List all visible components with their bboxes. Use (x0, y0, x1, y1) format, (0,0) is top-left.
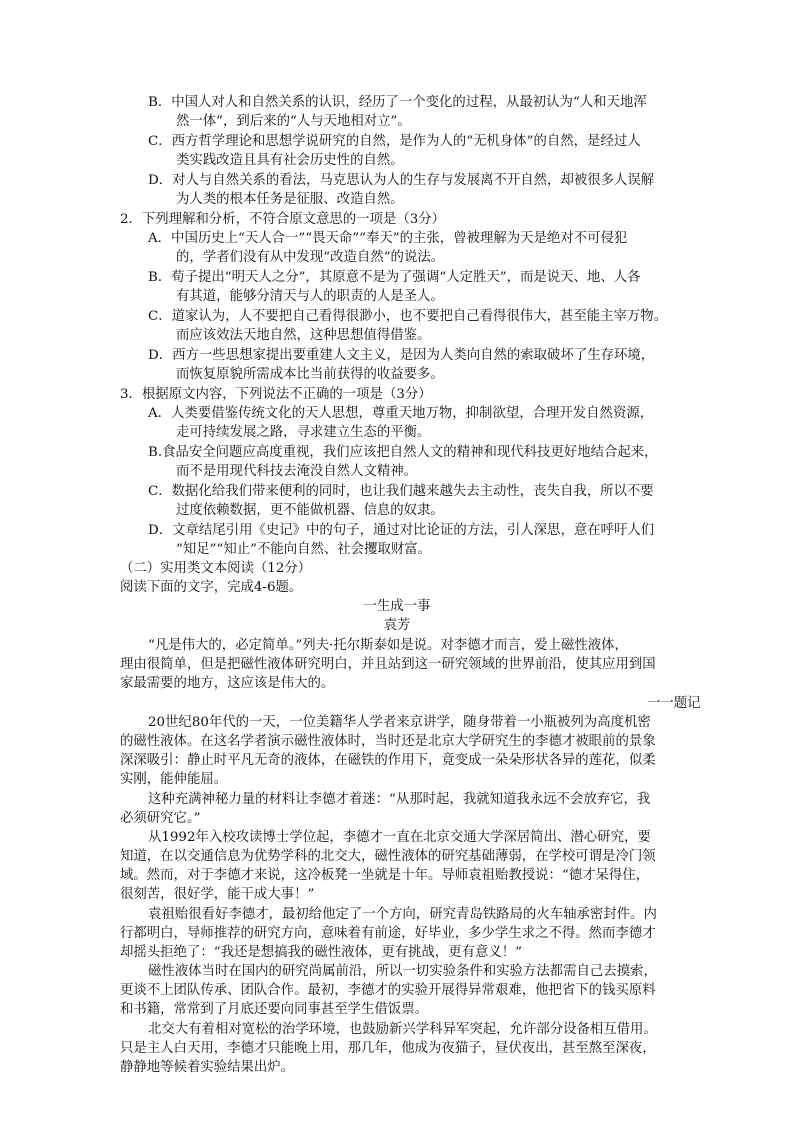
text-line: 3．根据原文内容，下列说法不正确的一项是（3分） (120, 387, 432, 402)
text-line: B．中国人对人和自然关系的认识，经历了一个变化的过程，从最初认为“人和天地浑 (148, 95, 647, 110)
text-line: 深深吸引：静止时平凡无奇的液体，在磁铁的作用下，竟变成一朵朵形状各异的莲花，似柔 (120, 753, 656, 768)
text-line: 和书籍，常常到了月底还要向同事甚至学生借饭票。 (120, 1002, 428, 1017)
text-line: B.食品安全问题应高度重视，我们应该把自然人文的精神和现代科技更好地结合起来， (148, 445, 658, 460)
text-line: C．数据化给我们带来便利的同时，也让我们越来越失去主动性，丧失自我，所以不要 (148, 484, 654, 499)
article-title: 一生成一事 (363, 599, 431, 614)
text-line: 20世纪80年代的一天，一位美籍华人学者来京讲学，随身带着一小瓶被列为高度机密 (148, 715, 651, 730)
article-author: 袁芳 (383, 618, 411, 633)
text-line: 必须研究它。” (120, 811, 201, 826)
text-line: 有其道，能够分清天与人的职责的人是圣人。 (176, 289, 444, 304)
text-line: C．西方哲学理论和思想学说研究的自然，是作为人的“无机身体”的自然，是经过人 (148, 134, 641, 149)
text-line: 家最需要的地方，这应该是伟大的。 (120, 676, 335, 691)
text-line: 为人类的根本任务是征服、改造自然。 (176, 192, 404, 207)
text-line: D．西方一些思想家提出要重建人文主义，是因为人类向自然的索取破坏了生存环境， (148, 348, 655, 363)
text-line: 北交大有着相对宽松的治学环境，也鼓励新兴学科异军突起，允许部分设备相互借用。 (148, 1022, 657, 1037)
text-line: 而恢复原貌所需成本比当前获得的收益要多。 (176, 367, 444, 382)
text-line: 磁性液体当时在国内的研究尚属前沿，所以一切实验条件和实验方法都需自己去摸索， (148, 964, 657, 979)
text-line: 实刚，能伸能屈。 (120, 772, 228, 787)
text-line: 2．下列理解和分析，不符合原文意思的一项是（3分） (120, 212, 446, 227)
text-line: 而不是用现代科技去淹没自然人文精神。 (176, 464, 418, 479)
text-line: 过度依赖数据，更不能做机器、信息的奴隶。 (176, 503, 444, 518)
text-line: 只是主人白天用，李德才只能晚上用，那几年，他成为夜猫子，昼伏夜出，甚至熬至深夜， (120, 1041, 656, 1056)
text-line: 走可持续发展之路，寻求建立生态的平衡。 (176, 425, 431, 440)
text-line: D．对人与自然关系的看法，马克思认为人的生存与发展离不开自然，却被很多人误解 (148, 173, 655, 188)
text-line: B．荀子提出“明天人之分”，其原意不是为了强调“人定胜天”，而是说天、地、人各 (148, 270, 641, 285)
text-line: “凡是伟大的，必定简单。”列夫·托尔斯泰如是说。对李德才而言，爱上磁性液体， (148, 638, 628, 653)
text-line: 而应该效法天地自然，这种思想值得借鉴。 (176, 328, 431, 343)
text-line: 行都明白，导师推荐的研究方向，意味着有前途，好毕业，多少学生求之不得。然而李德才 (120, 926, 656, 941)
text-line: 的磁性液体。在这名学者演示磁性液体时，当时还是北京大学研究生的李德才被眼前的景象 (120, 734, 656, 749)
text-line: A．人类要借鉴传统文化的天人思想，尊重天地万物，抑制欲望，合理开发自然资源， (148, 406, 654, 421)
text-line: 袁祖贻很看好李德才，最初给他定了一个方向，研究青岛铁路局的火车轴承密封件。内 (148, 907, 657, 922)
text-line: 静静地等候着实验结果出炉。 (120, 1060, 295, 1075)
text-line: 类实践改造且具有社会历史性的自然。 (176, 153, 404, 168)
text-line: C．道家认为，人不要把自己看得很渺小，也不要把自己看得很伟大，甚至能主宰万物。 (148, 309, 668, 324)
text-line: 更谈不上团队传承、团队合作。最初，李德才的实验开展得异常艰难，他把省下的钱买原料 (120, 983, 656, 998)
text-line: 域。然而，对于李德才来说，这冷板凳一坐就是十年。导师袁祖贻教授说：“德才呆得住， (120, 868, 650, 883)
text-line: 这种充满神秘力量的材料让李德才着迷：“从那时起，我就知道我永远不会放弃它，我 (148, 792, 651, 807)
text-line: 知道，在以交通信息为优势学科的北交大，磁性液体的研究基础薄弱，在学校可谓是冷门领 (120, 849, 656, 864)
text-line: 理由很简单，但是把磁性液体研究明白，并且站到这一研究领域的世界前沿，使其应用到国 (120, 657, 656, 672)
text-line: “知足”“知止”不能向自然、社会攫取财富。 (176, 542, 432, 557)
text-line: 却摇头拒绝了：“我还是想搞我的磁性液体，更有挑战，更有意义！” (120, 945, 523, 960)
text-line: 一一题记 (647, 696, 701, 711)
text-line: D．文章结尾引用《史记》中的句子，通过对比论证的方法，引人深思，意在呼吁人们 (148, 523, 655, 538)
text-line: （二）实用类文本阅读（12分） (120, 561, 312, 576)
text-line: 从1992年入校攻读博士学位起，李德才一直在北京交通大学深居简出、潜心研究，要 (148, 830, 651, 845)
text-line: 然一体”，到后来的“人与天地相对立”。 (176, 114, 411, 129)
text-line: 阅读下面的文字，完成4-6题。 (120, 580, 303, 595)
text-line: 很刻苦，很好学，能干成大事！” (120, 887, 315, 902)
text-line: A．中国历史上“天人合一”“畏天命”“奉天”的主张，曾被理解为天是绝对不可侵犯 (148, 231, 628, 246)
text-line: 的，学者们没有从中发现“改造自然”的说法。 (176, 250, 445, 265)
